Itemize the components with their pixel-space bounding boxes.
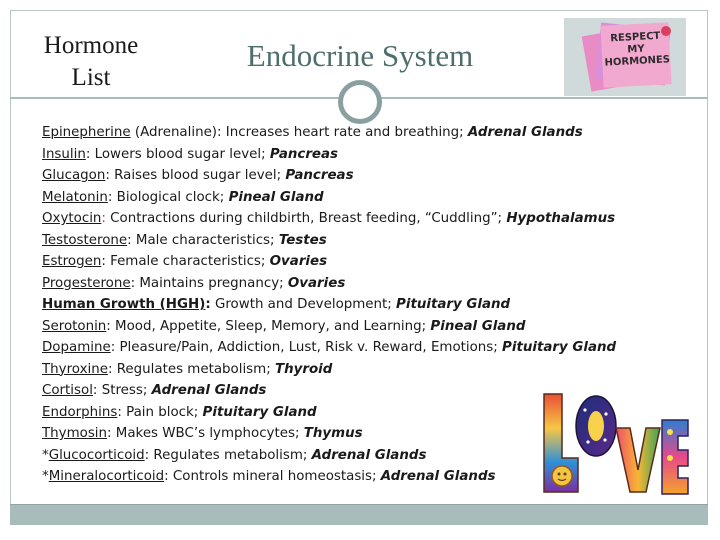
hormone-description: Pleasure/Pain, Addiction, Lust, Risk v. Reward, Emotions; [115,340,503,355]
hormone-gland: Adrenal Glands [467,125,583,140]
hormone-description: Male characteristics; [131,232,279,248]
hormone-name: Progesterone [42,275,131,291]
hormone-item [42,122,682,144]
page-title: Endocrine System [246,38,474,73]
hormone-item [42,337,682,359]
hormone-description: Raises blood sugar level; [109,168,286,183]
hormone-gland: Pineal Gland [430,318,526,334]
hormone-gland: Pancreas [269,146,339,162]
hormone-separator: : [205,297,211,312]
hormone-gland: Hypothalamus [506,211,616,226]
hormone-item [42,294,682,316]
hormone-separator: : [117,404,122,420]
hormone-alias: (Adrenaline) [130,125,218,140]
header-label [16,30,166,94]
hormone-gland: Pituitary Gland [396,297,511,312]
hormone-description: Stress; [97,383,152,398]
hormone-separator: : [130,275,136,291]
hormone-prefix: * [42,447,49,463]
hormone-separator: : [107,361,113,377]
hormone-description: Growth and Development; [210,297,397,312]
hormone-item [42,187,682,209]
hormone-item [42,316,682,338]
header-divider-circle-icon [338,80,382,124]
footer-bar [10,504,708,525]
hormone-description: Lowers blood sugar level; [90,146,270,162]
hormone-description: Makes WBC’s lymphocytes; [111,426,304,441]
hormone-gland: Adrenal Glands [380,469,496,484]
hormone-item [42,359,682,381]
hormone-description: Contractions during childbirth, Breast feeding, “Cuddling”; [105,211,507,226]
header-label-line2: List [71,64,111,91]
love-image [542,392,690,496]
hormone-gland: Ovaries [269,254,328,269]
hormone-name: Insulin [42,146,86,162]
hormone-gland: Testes [278,232,327,248]
hormone-name: Melatonin [42,189,108,205]
hormone-gland: Thymus [303,426,363,441]
hormone-name: Thymosin [42,426,108,441]
hormone-description: Mood, Appetite, Sleep, Memory, and Learning; [110,318,431,334]
hormone-item [42,251,682,273]
hormone-name: Glucagon [42,168,106,183]
hormone-separator: : [92,383,98,398]
sticky-note-text: RESPECT MY HORMONES [604,30,671,69]
hormone-gland: Ovaries [287,275,346,291]
hormone-description: Regulates metabolism; [149,447,312,463]
hormone-separator: : [217,125,222,140]
hormone-name: Serotonin [42,318,107,334]
love-art [542,392,690,496]
hormone-gland: Pituitary Gland [502,340,617,355]
hormone-name: Thyroxine [42,361,108,377]
hormone-separator: : [85,146,91,162]
hormone-description: Increases heart rate and breathing; [221,125,468,140]
hormone-separator: : [107,426,112,441]
hormone-description: Controls mineral homeostasis; [168,469,381,484]
hormone-description: Maintains pregnancy; [135,275,288,291]
hormone-separator: : [127,232,132,248]
hormone-description: Biological clock; [112,189,229,205]
hormone-name: Oxytocin [42,211,102,226]
hormone-separator: : [110,340,116,355]
hormone-name: Epinepherine [42,125,131,140]
hormone-gland: Thyroid [274,361,333,377]
hormone-separator: : [144,447,150,463]
hormone-separator: : [105,168,110,183]
hormone-name: Estrogen [42,254,102,269]
hormone-separator: : [101,211,106,226]
hormone-name: Cortisol [42,383,93,398]
hormone-name: Dopamine [42,340,111,355]
hormone-description: Female characteristics; [105,254,270,269]
hormone-separator: : [101,254,106,269]
hormone-gland: Adrenal Glands [151,383,267,398]
hormone-item [42,273,682,295]
hormone-item [42,165,682,187]
hormone-description: Regulates metabolism; [112,361,275,377]
hormone-name: Mineralocorticoid [48,469,165,484]
hormone-item [42,144,682,166]
hormone-item [42,208,682,230]
hormone-name: Glucocorticoid [48,447,145,463]
hormone-name: Testosterone [42,232,128,248]
hormone-gland: Pancreas [285,168,354,183]
hormone-name: Endorphins [42,404,118,420]
hormone-separator: : [106,318,111,334]
hormone-separator: : [164,469,169,484]
hormone-item [42,230,682,252]
hormone-gland: Pineal Gland [228,189,324,205]
hormone-separator: : [107,189,113,205]
hormone-name: Human Growth (HGH) [42,297,206,312]
hormone-gland: Pituitary Gland [202,404,317,420]
header-label-line1: Hormone [43,32,139,59]
hormone-prefix: * [42,469,49,484]
respect-my-hormones-image [564,18,686,96]
hormone-gland: Adrenal Glands [311,447,427,463]
hormone-description: Pain block; [121,404,203,420]
